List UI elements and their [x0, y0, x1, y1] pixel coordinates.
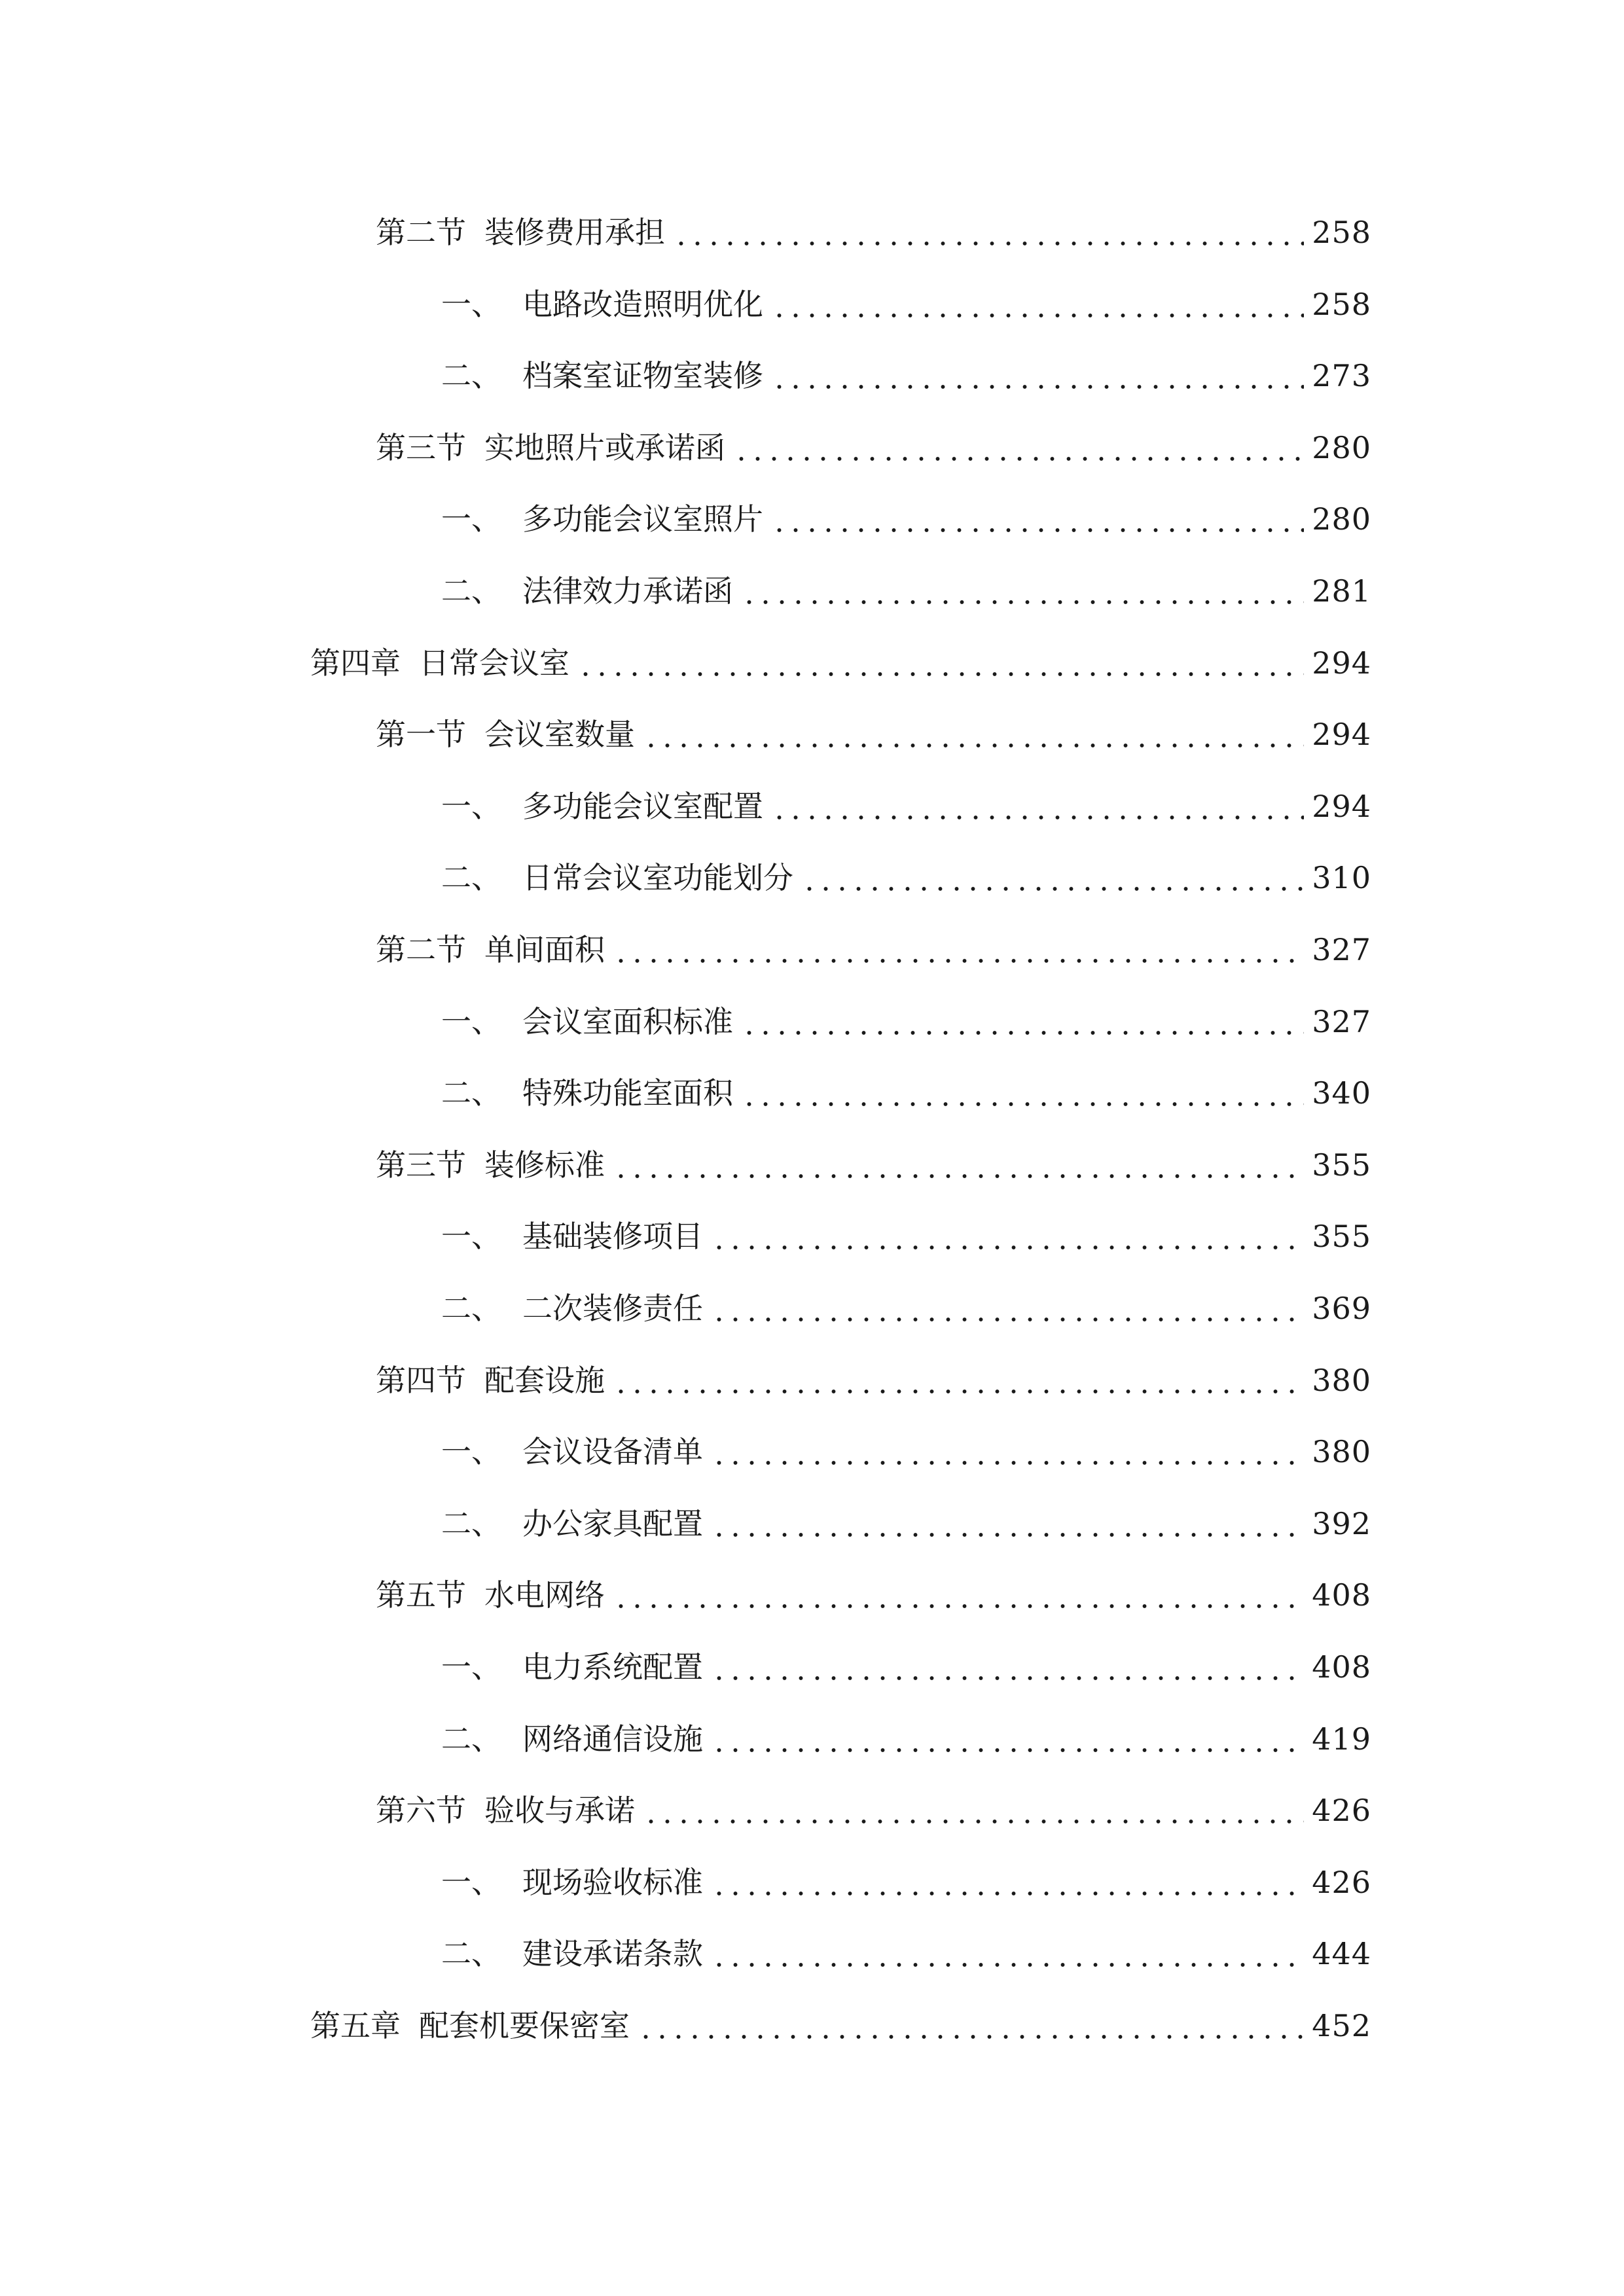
- dot-leader: [711, 1920, 1304, 1973]
- toc-entry-label: [376, 1795, 635, 1829]
- dot-leader: [613, 1347, 1304, 1399]
- toc-entry-label: [441, 1434, 703, 1471]
- toc-entry-page-number: 355: [1312, 1147, 1371, 1183]
- toc-entry[interactable]: [441, 1275, 1371, 1327]
- dot-leader: [741, 1060, 1304, 1112]
- toc-entry-title: 验收与承诺: [484, 1793, 635, 1829]
- dot-leader: [613, 1132, 1304, 1184]
- dot-leader: [711, 1634, 1304, 1686]
- toc-entry-page-number: 258: [1312, 286, 1371, 322]
- toc-entry-number: 一、: [441, 788, 501, 824]
- toc-entry-label: [441, 1649, 703, 1686]
- toc-entry-label: [310, 2008, 630, 2045]
- toc-entry[interactable]: [441, 773, 1371, 825]
- toc-entry[interactable]: [441, 1920, 1371, 1973]
- toc-entry-page-number: 369: [1312, 1291, 1371, 1326]
- dot-leader: [741, 558, 1304, 610]
- toc-entry[interactable]: [376, 199, 1371, 251]
- toc-entry-label: [376, 932, 605, 969]
- toc-entry-number: 第三节: [376, 429, 466, 465]
- toc-entry-page-number: 380: [1312, 1362, 1371, 1398]
- toc-entry-title: 配套机要保密室: [419, 2008, 630, 2043]
- toc-entry-page-number: 408: [1312, 1577, 1371, 1613]
- toc-entry-page-number: 294: [1312, 788, 1371, 824]
- toc-entry-number: 一、: [441, 1864, 501, 1900]
- toc-entry-number: 二、: [441, 1505, 501, 1541]
- dot-leader: [673, 199, 1304, 251]
- toc-entry-number: 第六节: [376, 1793, 466, 1829]
- toc-entry-number: 一、: [441, 1219, 501, 1255]
- dot-leader: [711, 1849, 1304, 1901]
- toc-entry-label: [441, 573, 733, 610]
- dot-leader: [643, 701, 1304, 753]
- toc-entry[interactable]: [441, 342, 1371, 395]
- toc-entry[interactable]: [441, 271, 1371, 323]
- toc-entry-title: 装修费用承担: [484, 215, 665, 250]
- toc-entry-page-number: 355: [1312, 1219, 1371, 1255]
- toc-entry-label: [441, 1936, 703, 1973]
- dot-leader: [733, 414, 1304, 467]
- toc-entry-title: 单间面积: [484, 932, 605, 967]
- toc-entry-label: [441, 1003, 733, 1041]
- toc-entry-title: 配套设施: [484, 1362, 605, 1398]
- toc-entry-page-number: 380: [1312, 1434, 1371, 1470]
- toc-entry-number: 一、: [441, 1649, 501, 1685]
- toc-entry[interactable]: [441, 1849, 1371, 1901]
- dot-leader: [741, 988, 1304, 1041]
- toc-entry-number: 二、: [441, 1721, 501, 1757]
- toc-entry-number: 二、: [441, 1291, 501, 1326]
- toc-entry-number: 第五节: [376, 1577, 466, 1613]
- toc-entry-page-number: 419: [1312, 1721, 1371, 1757]
- toc-entry[interactable]: [376, 414, 1371, 467]
- dot-leader: [711, 1706, 1304, 1758]
- toc-entry-number: 二、: [441, 573, 501, 609]
- toc-entry-title: 会议室数量: [484, 717, 635, 753]
- toc-entry[interactable]: [441, 1490, 1371, 1543]
- toc-entry-number: 二、: [441, 860, 501, 896]
- toc-entry-number: 第三节: [376, 1147, 466, 1183]
- toc-entry-label: [441, 358, 763, 395]
- toc-entry[interactable]: [441, 1418, 1371, 1471]
- toc-entry-label: [441, 1221, 703, 1255]
- toc-entry-label: [441, 1505, 703, 1543]
- toc-entry-title: 多功能会议室照片: [522, 501, 763, 537]
- toc-entry[interactable]: [441, 844, 1371, 897]
- toc-entry-page-number: 426: [1312, 1864, 1371, 1900]
- toc-entry-title: 档案室证物室装修: [522, 358, 763, 394]
- toc-entry-label: [441, 501, 763, 538]
- dot-leader: [801, 844, 1304, 897]
- toc-entry-page-number: 273: [1312, 358, 1371, 394]
- toc-entry-label: [376, 217, 665, 251]
- toc-entry[interactable]: [441, 1634, 1371, 1686]
- toc-entry-label: [441, 788, 763, 825]
- toc-entry-page-number: 340: [1312, 1075, 1371, 1111]
- toc-entry-title: 电路改造照明优化: [522, 286, 763, 322]
- toc-entry-page-number: 452: [1312, 2008, 1371, 2043]
- toc-entry[interactable]: [441, 1706, 1371, 1758]
- dot-leader: [638, 1992, 1304, 2045]
- dot-leader: [711, 1490, 1304, 1543]
- toc-entry[interactable]: [310, 630, 1371, 682]
- toc-entry-label: [376, 1577, 605, 1614]
- toc-entry-label: [441, 1721, 703, 1758]
- toc-entry-page-number: 294: [1312, 645, 1371, 681]
- toc-entry[interactable]: [441, 988, 1371, 1041]
- toc-entry-page-number: 426: [1312, 1793, 1371, 1829]
- toc-entry-page-number: 392: [1312, 1505, 1371, 1541]
- toc-entry-page-number: 294: [1312, 717, 1371, 753]
- toc-entry-page-number: 280: [1312, 429, 1371, 465]
- toc-entry-title: 会议室面积标准: [522, 1003, 733, 1039]
- toc-entry[interactable]: [310, 1992, 1371, 2045]
- toc-entry-title: 实地照片或承诺函: [484, 429, 725, 465]
- toc-entry-page-number: 258: [1312, 215, 1371, 250]
- toc-entry-title: 会议设备清单: [522, 1434, 703, 1470]
- toc-entry-label: [376, 1147, 605, 1184]
- toc-entry-number: 第一节: [376, 717, 466, 753]
- toc-entry[interactable]: [376, 1777, 1371, 1829]
- toc-entry[interactable]: [376, 701, 1371, 753]
- toc-entry-number: 第二节: [376, 215, 466, 250]
- toc-entry-page-number: 327: [1312, 932, 1371, 967]
- toc-entry-label: [376, 719, 635, 753]
- toc-entry-number: 二、: [441, 358, 501, 394]
- toc-entry[interactable]: [441, 558, 1371, 610]
- toc-entry[interactable]: [441, 1060, 1371, 1112]
- toc-entry-number: 第二节: [376, 932, 466, 967]
- toc-entry-page-number: 327: [1312, 1003, 1371, 1039]
- toc-entry-title: 建设承诺条款: [522, 1936, 703, 1972]
- toc-entry[interactable]: [376, 1562, 1371, 1614]
- dot-leader: [771, 271, 1304, 323]
- toc-entry-label: [310, 645, 569, 682]
- toc-entry-title: 电力系统配置: [522, 1649, 703, 1685]
- toc-entry-page-number: 408: [1312, 1649, 1371, 1685]
- toc-entry-title: 日常会议室功能划分: [522, 860, 793, 896]
- toc-entry-label: [441, 1293, 703, 1327]
- dot-leader: [771, 342, 1304, 395]
- toc-entry-number: 一、: [441, 286, 501, 322]
- toc-entry-title: 办公家具配置: [522, 1505, 703, 1541]
- toc-entry-number: 一、: [441, 501, 501, 537]
- toc-entry-title: 法律效力承诺函: [522, 573, 733, 609]
- toc-entry-title: 基础装修项目: [522, 1219, 703, 1255]
- toc-entry-title: 现场验收标准: [522, 1864, 703, 1900]
- toc-entry-title: 特殊功能室面积: [522, 1075, 733, 1111]
- toc-entry-title: 日常会议室: [419, 645, 569, 681]
- toc-entry-title: 网络通信设施: [522, 1721, 703, 1757]
- toc-entry-title: 多功能会议室配置: [522, 788, 763, 824]
- toc-entry[interactable]: [376, 1347, 1371, 1399]
- dot-leader: [613, 1562, 1304, 1614]
- toc-entry-label: [441, 1075, 733, 1112]
- toc-entry[interactable]: [441, 1203, 1371, 1255]
- toc-entry-label: [441, 860, 793, 897]
- toc-entry-label: [441, 1864, 703, 1901]
- toc-entry-title: 水电网络: [484, 1577, 605, 1613]
- toc-entry-number: 第五章: [310, 2008, 401, 2043]
- toc-entry-number: 第四章: [310, 645, 401, 681]
- toc-entry[interactable]: [441, 486, 1371, 538]
- toc-entry-number: 二、: [441, 1075, 501, 1111]
- dot-leader: [643, 1777, 1304, 1829]
- toc-entry-page-number: 280: [1312, 501, 1371, 537]
- toc-entry-page-number: 281: [1312, 573, 1371, 609]
- dot-leader: [577, 630, 1304, 682]
- dot-leader: [711, 1275, 1304, 1327]
- toc-entry-title: 装修标准: [484, 1147, 605, 1183]
- toc-entry[interactable]: [376, 1132, 1371, 1184]
- dot-leader: [613, 916, 1304, 969]
- toc-entry-label: [441, 286, 763, 323]
- toc-entry-number: 二、: [441, 1936, 501, 1972]
- toc-entry[interactable]: [376, 916, 1371, 969]
- dot-leader: [711, 1418, 1304, 1471]
- toc-entry-label: [376, 429, 725, 467]
- dot-leader: [711, 1203, 1304, 1255]
- toc-entry-page-number: 310: [1312, 860, 1371, 896]
- toc-entry-number: 一、: [441, 1434, 501, 1470]
- dot-leader: [771, 773, 1304, 825]
- toc-entry-label: [376, 1362, 605, 1399]
- toc-entry-title: 二次装修责任: [522, 1291, 703, 1326]
- toc-entry-number: 第四节: [376, 1362, 466, 1398]
- toc-entry-page-number: 444: [1312, 1936, 1371, 1972]
- toc-entry-number: 一、: [441, 1003, 501, 1039]
- dot-leader: [771, 486, 1304, 538]
